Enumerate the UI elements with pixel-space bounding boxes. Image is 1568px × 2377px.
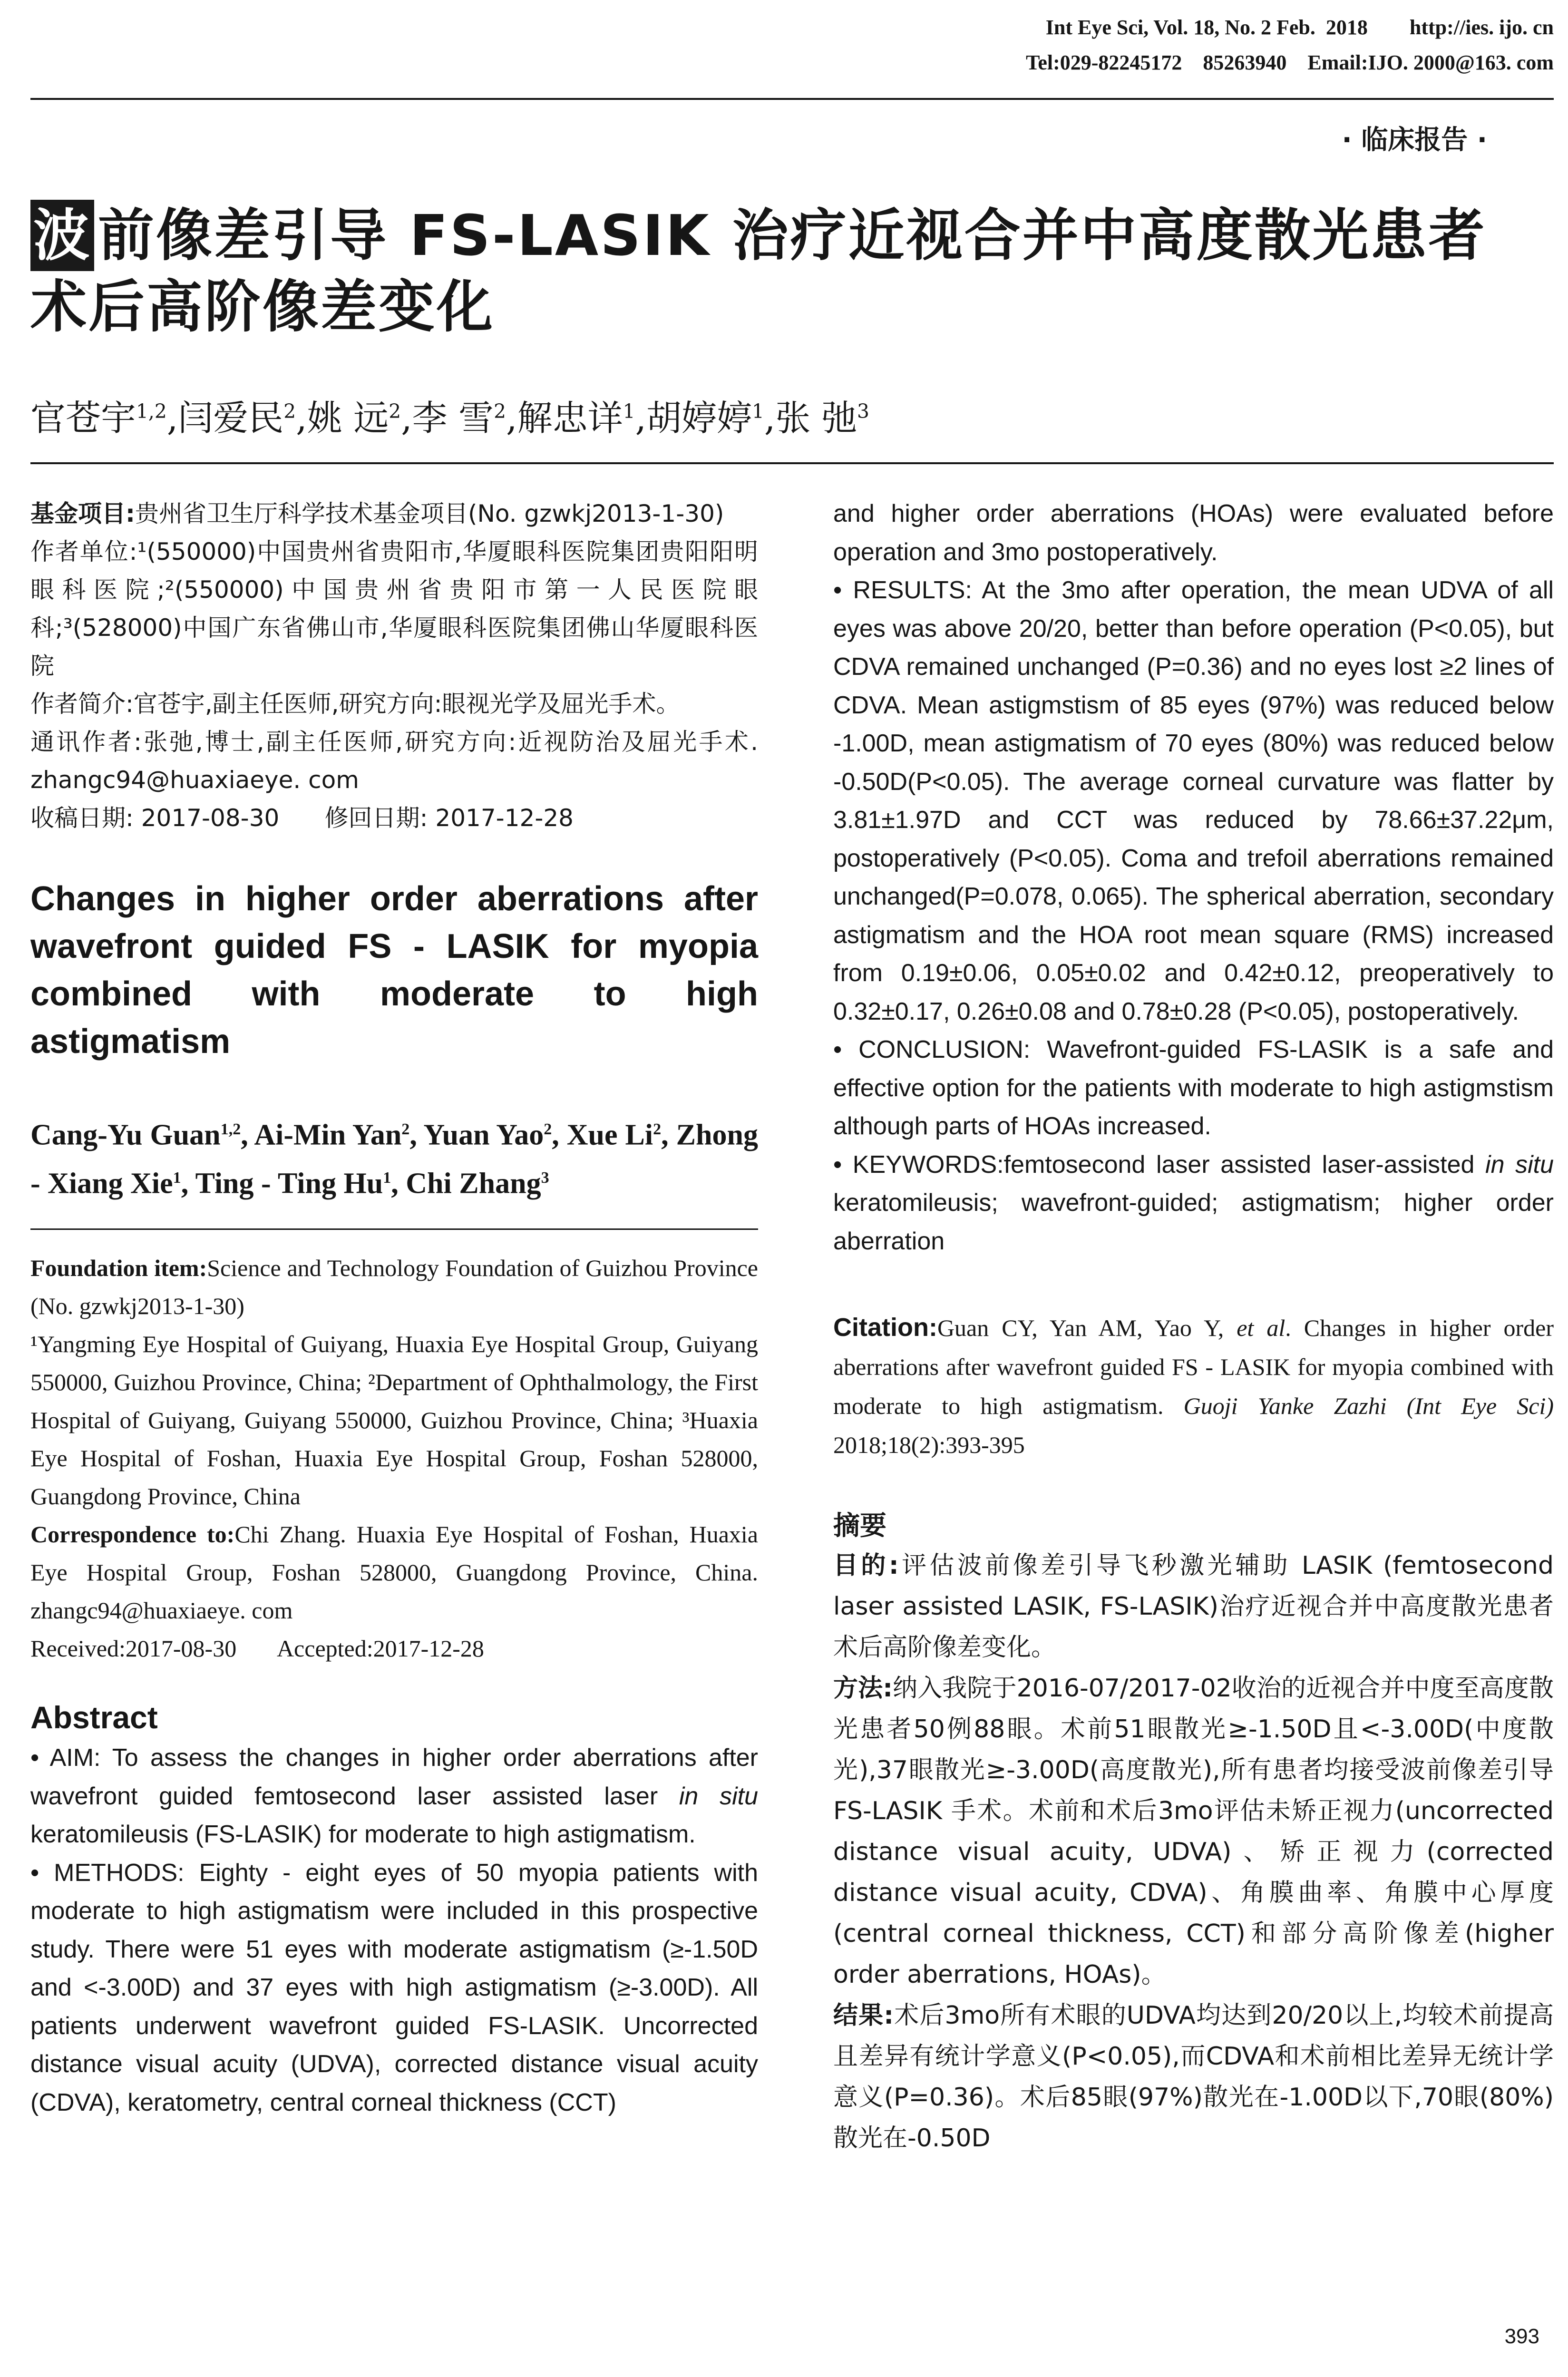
running-header-contact: Tel:029-82245172 85263940 Email:IJO. 2000@163. com bbox=[1026, 51, 1554, 74]
foundation-item-en: Foundation item:Science and Technology Foundation of Guizhou Province (No. gzwkj2013-1-30) bbox=[30, 1255, 758, 1320]
title-rule bbox=[30, 462, 1554, 464]
author-cn-affiliation-sup: 2 bbox=[494, 400, 506, 423]
author-cn-name: 李 雪 bbox=[412, 398, 494, 439]
abstract-aim: • AIM: To assess the changes in higher order aberrations after wavefront guided femtosecond laser assisted laser in situ keratomileusis (FS-LASIK) for moderate to high astigmatism. bbox=[30, 1744, 759, 1849]
abstract-cn-results: 结果:术后3mo所有术眼的UDVA均达到20/20以上,均较术前提高且差异有统计学意义(P<0.05),而CDVA和术前相比差异无统计学意义(P=0.36)。术后85眼(97%)散光在-1.00D以下,70眼(80%)散光在-0.50D bbox=[833, 2001, 1554, 2153]
author-cn-name: 闫爱民 bbox=[178, 398, 284, 439]
author-en-name: Ting - Ting Hu bbox=[195, 1167, 383, 1200]
author-en-name: Yuan Yao bbox=[423, 1119, 544, 1151]
authors-rule bbox=[30, 1228, 758, 1230]
author-list-cn: 官苍宇$^{1,2}$,闫爱民$^2$,姚 远$^2$,李 雪$^2$,解忠详$^1$,胡婷婷$^1$,张 弛$^3$ bbox=[30, 398, 869, 439]
author-cn-affiliation-sup: 1 bbox=[752, 400, 764, 423]
author-cn-affiliation-sup: 3 bbox=[857, 400, 869, 423]
author-en-affiliation-sup: 1 bbox=[383, 1169, 391, 1187]
author-en-name: Ai-Min Yan bbox=[254, 1119, 402, 1151]
abstract-conclusion: • CONCLUSION: Wavefront-guided FS-LASIK is a safe and effective option for the patients with moderate to high astigmstism although parts of HOAs increased. bbox=[833, 1036, 1554, 1140]
author-en-affiliation-sup: 3 bbox=[541, 1169, 549, 1187]
author-en-affiliation-sup: 2 bbox=[401, 1120, 410, 1138]
abstract-methods: • METHODS: Eighty - eight eyes of 50 myopia patients with moderate to high astigmatism were included in this prospective study. There were 51 eyes with moderate astigmatism (≥-1.50D and <-3.00D) and 37 eyes with high astigmatism (≥-3.00D). All patients underwent wavefront guided FS-LASIK. Uncorrected distance visual acuity (UDVA), corrected distance visual acuity (CDVA), keratometry, central corneal thickness (CCT) bbox=[30, 1859, 759, 2116]
author-cn-affiliation-sup: 2 bbox=[389, 400, 401, 423]
article-title-en: Changes in higher order aberrations after wavefront guided FS - LASIK for myopia combined with moderate to high astigmatism bbox=[30, 880, 758, 1061]
running-header-journal: Int Eye Sci, Vol. 18, No. 2 Feb. 2018 http://ies. ijo. cn bbox=[1045, 16, 1554, 39]
corresponding-author-cn: 通讯作者:张弛,博士,副主任医师,研究方向:近视防治及屈光手术. zhangc94@huaxiaeye. com bbox=[30, 728, 758, 794]
abstract-keywords: • KEYWORDS:femtosecond laser assisted laser-assisted in situ keratomileusis; wavefront-guided; astigmatism; higher order aberration bbox=[833, 1150, 1554, 1255]
author-cn-name: 胡婷婷 bbox=[646, 398, 752, 439]
title-line-1: 前像差引导 FS-LASIK 治疗近视合并中高度散光患者 bbox=[98, 203, 1487, 268]
author-en-affiliation-sup: 2 bbox=[653, 1120, 662, 1138]
right-column bbox=[833, 495, 1554, 2159]
abstract-methods-cont: and higher order aberrations (HOAs) were evaluated before operation and 3mo postoperatively. bbox=[833, 500, 1554, 566]
author-list-en: Cang-Yu Guan$^{1,2}$, Ai-Min Yan$^2$, Yuan Yao$^2$, Xue Li$^2$, Zhong - Xiang Xie$^1$, Ting - Ting Hu$^1$, Chi Zhang$^3$ bbox=[30, 1119, 758, 1200]
author-en-affiliation-sup: 1,2 bbox=[220, 1120, 241, 1138]
page-number: 393 bbox=[1504, 2325, 1539, 2348]
title-first-char-icon: 波 bbox=[30, 200, 94, 271]
author-cn-name: 张 弛 bbox=[775, 398, 857, 439]
author-en-name: Zhong - Xiang Xie bbox=[30, 1119, 758, 1200]
abstract-results: • RESULTS: At the 3mo after operation, the mean UDVA of all eyes was above 20/20, better than before operation (P<0.05), but CDVA remained unchanged (P=0.36) and no eyes lost ≥2 lines of CDVA. Mean astigmstism of 85 eyes (97%) was reduced below -1.00D, mean astigmatism of 70 eyes (80%) was reduced below -0.50D(P<0.05). The average corneal curvature was flatter by 3.81±1.97D and CCT was reduced by 78.66±37.22μm, postoperatively (P<0.05). Coma and trefoil aberrations remained unchanged(P=0.078, 0.065). The spherical aberration, secondary astigmatism and the HOA root mean square (RMS) increased from 0.19±0.06, 0.05±0.02 and 0.42±0.12, preoperatively to 0.32±0.17, 0.26±0.08 and 0.78±0.28 (P<0.05), postoperatively. bbox=[833, 576, 1554, 1025]
author-en-name: Chi Zhang bbox=[406, 1167, 541, 1200]
author-en-affiliation-sup: 2 bbox=[544, 1120, 552, 1138]
abstract-cn-methods: 方法:纳入我院于2016-07/2017-02收治的近视合并中度至高度散光患者50例88眼。术前51眼散光≥-1.50D且<-3.00D(中度散光),37眼散光≥-3.00D(高度散光),所有患者均接受波前像差引导 FS-LASIK 手术。术前和术后3mo评估未矫正视力(uncorrected distance visual acuity, UDVA)、矫正视力(corrected distance visual acuity, CDVA)、角膜曲率、角膜中心厚度(central corneal thickness, CCT)和部分高阶像差(higher order aberrations, HOAs)。 bbox=[833, 1674, 1554, 1989]
author-en-name: Xue Li bbox=[566, 1119, 653, 1151]
author-en-affiliation-sup: 1 bbox=[173, 1169, 181, 1187]
author-cn-name: 解忠详 bbox=[517, 398, 623, 439]
author-cn-affiliation-sup: 1,2 bbox=[136, 400, 167, 423]
received-accepted: Received:2017-08-30 Accepted:2017-12-28 bbox=[30, 1635, 484, 1662]
title-line-2: 术后高阶像差变化 bbox=[30, 274, 495, 340]
abstract-cn-objective: 目的:评估波前像差引导飞秒激光辅助 LASIK (femtosecond laser assisted LASIK, FS-LASIK)治疗近视合并中高度散光患者术后高阶像差变化。 bbox=[833, 1551, 1554, 1662]
author-units-cn: 作者单位:¹(550000)中国贵州省贵阳市,华厦眼科医院集团贵阳阳明眼科医院;²(550000)中国贵州省贵阳市第一人民医院眼科;³(528000)中国广东省佛山市,华厦眼科医院集团佛山华厦眼科医院 bbox=[30, 538, 758, 680]
author-cn-affiliation-sup: 2 bbox=[283, 400, 296, 423]
fund-item-cn: 基金项目:贵州省卫生厅科学技术基金项目(No. gzwkj2013-1-30) bbox=[30, 500, 724, 527]
author-cn-name: 官苍宇 bbox=[30, 398, 136, 439]
affiliations-en: ¹Yangming Eye Hospital of Guiyang, Huaxia Eye Hospital Group, Guiyang 550000, Guizhou Province, China; ²Department of Ophthalmology, the First Hospital of Guiyang, Guiyang 550000, Guizhou Province, China; ³Huaxia Eye Hospital of Foshan, Huaxia Eye Hospital Group, Foshan 528000, Guangdong Province, China bbox=[30, 1331, 758, 1510]
dates-cn: 收稿日期: 2017-08-30 修回日期: 2017-12-28 bbox=[30, 804, 574, 832]
author-bio-cn: 作者简介:官苍宇,副主任医师,研究方向:眼视光学及屈光手术。 bbox=[30, 690, 680, 718]
article-title-cn bbox=[30, 200, 1557, 342]
abstract-heading: Abstract bbox=[30, 1700, 158, 1735]
citation: Citation:Guan CY, Yan AM, Yao Y, et al. Changes in higher order aberrations after wavefront guided FS - LASIK for myopia combined with moderate to high astigmatism. Guoji Yanke Zazhi (Int Eye Sci) 2018;18(2):393-395 bbox=[833, 1313, 1554, 1458]
author-cn-affiliation-sup: 1 bbox=[623, 400, 635, 423]
header-rule bbox=[30, 98, 1554, 100]
author-en-name: Cang-Yu Guan bbox=[30, 1119, 221, 1151]
chinese-abstract-heading: 摘要 bbox=[833, 1510, 886, 1541]
left-column bbox=[30, 495, 758, 2122]
correspondence-en: Correspondence to:Chi Zhang. Huaxia Eye Hospital of Foshan, Huaxia Eye Hospital Group, Foshan 528000, Guangdong Province, China. zhangc94@huaxiaeye. com bbox=[30, 1521, 758, 1624]
author-cn-name: 姚 远 bbox=[307, 398, 389, 439]
section-label: · 临床报告 · bbox=[1342, 125, 1487, 156]
